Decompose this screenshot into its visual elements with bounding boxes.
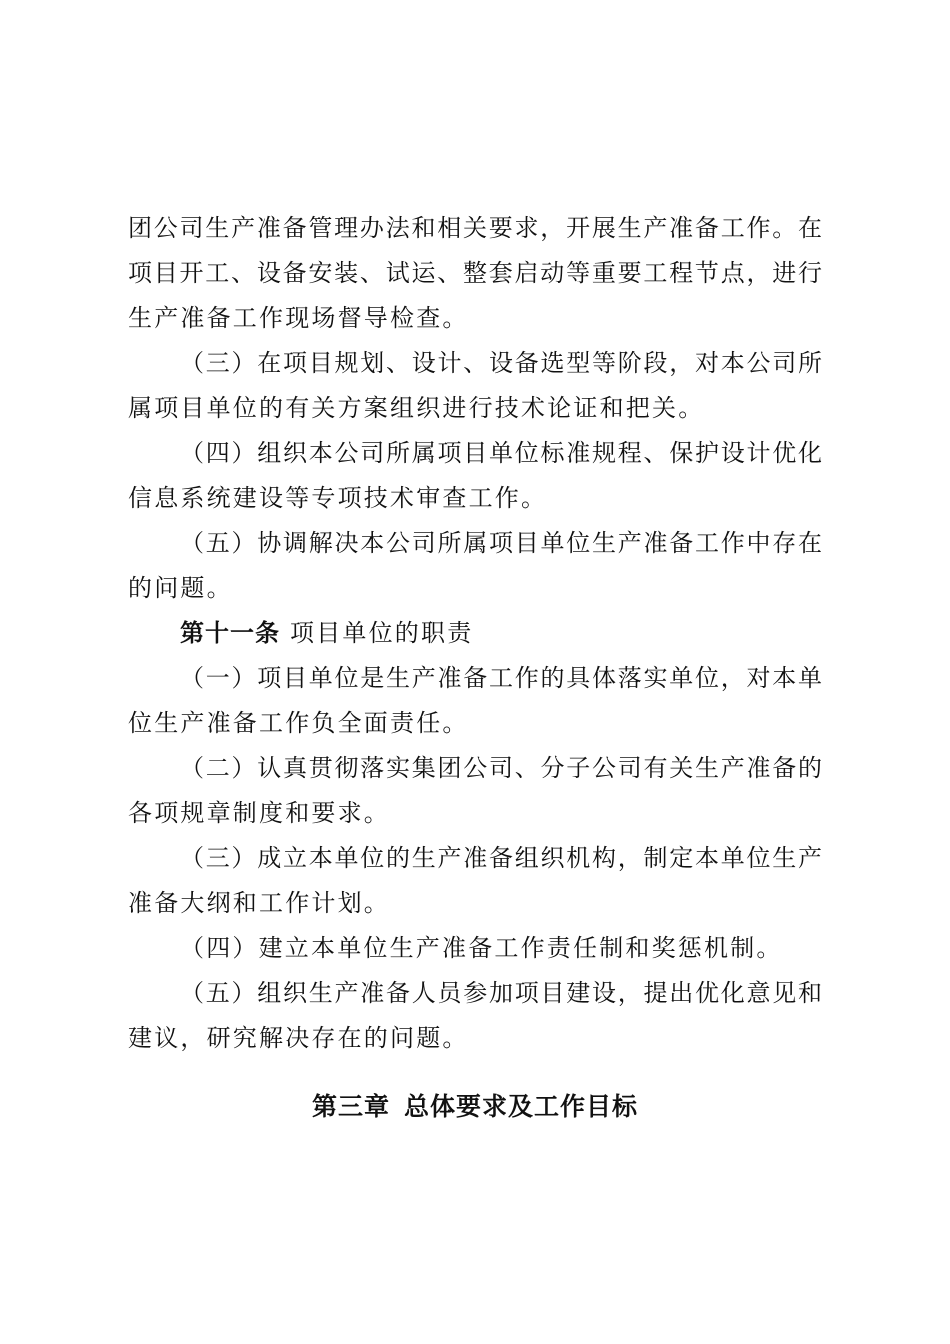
text-line: 项目开工、设备安装、试运、整套启动等重要工程节点，进行 (128, 259, 822, 287)
paragraph-item-4b (128, 926, 822, 971)
chapter-title (0, 1084, 950, 1129)
text-line: 各项规章制度和要求。 (128, 799, 390, 827)
paragraph-item-3 (128, 341, 822, 431)
text-line: 生产准备工作现场督导检查。 (128, 304, 469, 332)
text-line: 建议，研究解决存在的问题。 (128, 1024, 469, 1052)
text-line: （四）组织本公司所属项目单位标准规程、保护设计优化 (180, 439, 822, 467)
article-line (128, 611, 822, 656)
paragraph-item-5b (128, 971, 822, 1061)
text-line: 的问题。 (128, 574, 233, 602)
text-line: 位生产准备工作负全面责任。 (128, 709, 469, 737)
text-line: （二）认真贯彻落实集团公司、分子公司有关生产准备的 (180, 754, 822, 782)
paragraph-item-2 (128, 746, 822, 836)
paragraph-item-3b (128, 836, 822, 926)
body-text (128, 206, 822, 1061)
article-title: 项目单位的职责 (290, 619, 474, 647)
text-line: （三）在项目规划、设计、设备选型等阶段，对本公司所 (180, 349, 822, 377)
text-line: 信息系统建设等专项技术审查工作。 (128, 484, 548, 512)
paragraph-item-5 (128, 521, 822, 611)
text-line: （一）项目单位是生产准备工作的具体落实单位，对本单 (180, 664, 822, 692)
paragraph-item-1 (128, 656, 822, 746)
text-line: 准备大纲和工作计划。 (128, 889, 390, 917)
text-line: （五）协调解决本公司所属项目单位生产准备工作中存在 (180, 529, 822, 557)
article-11 (128, 611, 822, 656)
text-line: （三）成立本单位的生产准备组织机构，制定本单位生产 (180, 844, 822, 872)
paragraph-continuation (128, 206, 822, 341)
paragraph-item-4 (128, 431, 822, 521)
text-line: （四）建立本单位生产准备工作责任制和奖惩机制。 (180, 934, 783, 962)
chapter-number: 第三章 (311, 1092, 390, 1121)
text-line: 团公司生产准备管理办法和相关要求，开展生产准备工作。在 (128, 214, 822, 242)
article-heading: 第十一条 (180, 619, 280, 647)
chapter-name: 总体要求及工作目标 (404, 1092, 639, 1121)
text-line: 属项目单位的有关方案组织进行技术论证和把关。 (128, 394, 705, 422)
text-line: （五）组织生产准备人员参加项目建设，提出优化意见和 (180, 979, 822, 1007)
